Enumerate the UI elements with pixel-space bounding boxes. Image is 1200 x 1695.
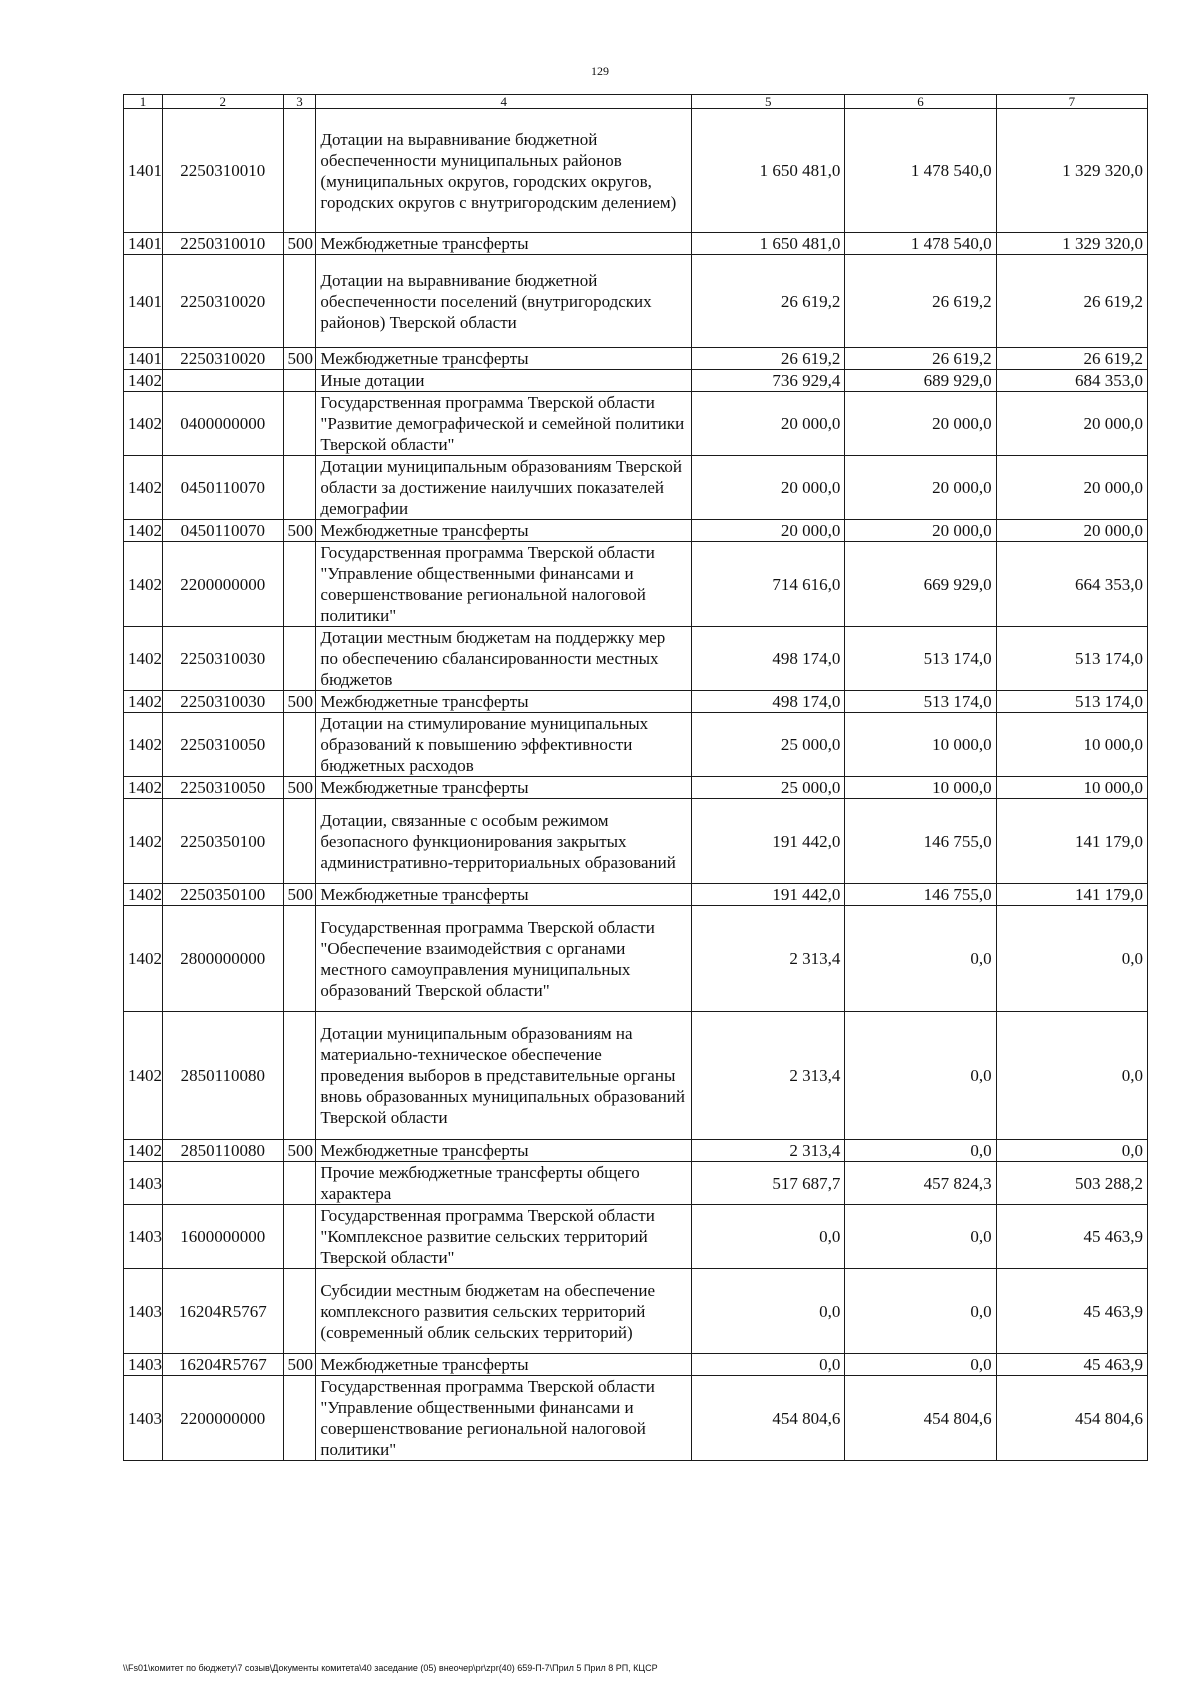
row-amount-year-3: 141 179,0 [996, 884, 1147, 906]
row-amount-year-1: 714 616,0 [692, 542, 845, 627]
row-amount-year-2: 513 174,0 [845, 691, 996, 713]
row-section-code: 1402 [124, 392, 163, 456]
row-section-code: 1401 [124, 109, 163, 233]
row-name: Межбюджетные трансферты [316, 777, 692, 799]
row-amount-year-2: 0,0 [845, 1205, 996, 1269]
column-number-row [124, 95, 1148, 109]
row-target-code: 2250310050 [163, 777, 283, 799]
row-target-code: 2250310010 [163, 233, 283, 255]
row-target-code: 0400000000 [163, 392, 283, 456]
row-expense-type [283, 1269, 316, 1354]
row-amount-year-1: 26 619,2 [692, 255, 845, 348]
row-amount-year-2: 0,0 [845, 1269, 996, 1354]
row-name: Государственная программа Тверской области "Развитие демографической и семейной политики Тверской области" [316, 392, 692, 456]
row-expense-type: 500 [283, 884, 316, 906]
row-amount-year-1: 25 000,0 [692, 777, 845, 799]
row-section-code: 1403 [124, 1269, 163, 1354]
table-row [124, 1354, 1148, 1376]
row-amount-year-2: 0,0 [845, 1012, 996, 1140]
row-section-code: 1401 [124, 255, 163, 348]
table-row [124, 109, 1148, 233]
row-amount-year-2: 26 619,2 [845, 348, 996, 370]
row-section-code: 1402 [124, 456, 163, 520]
column-header: 4 [316, 95, 692, 109]
row-section-code: 1403 [124, 1376, 163, 1461]
row-amount-year-1: 517 687,7 [692, 1162, 845, 1205]
row-section-code: 1402 [124, 799, 163, 884]
row-amount-year-2: 0,0 [845, 1354, 996, 1376]
row-section-code: 1403 [124, 1162, 163, 1205]
table-row [124, 691, 1148, 713]
table-row [124, 713, 1148, 777]
row-expense-type [283, 392, 316, 456]
row-amount-year-1: 20 000,0 [692, 392, 845, 456]
table-row [124, 542, 1148, 627]
row-name: Межбюджетные трансферты [316, 348, 692, 370]
table-row [124, 1012, 1148, 1140]
row-target-code: 2850110080 [163, 1012, 283, 1140]
row-target-code: 2250310020 [163, 255, 283, 348]
row-amount-year-3: 1 329 320,0 [996, 233, 1147, 255]
row-amount-year-2: 146 755,0 [845, 884, 996, 906]
row-amount-year-3: 45 463,9 [996, 1269, 1147, 1354]
row-expense-type: 500 [283, 520, 316, 542]
row-name: Государственная программа Тверской области "Управление общественными финансами и совершенствование региональной налоговой политики" [316, 542, 692, 627]
row-section-code: 1402 [124, 1012, 163, 1140]
row-expense-type: 500 [283, 777, 316, 799]
row-target-code [163, 1162, 283, 1205]
row-amount-year-2: 20 000,0 [845, 456, 996, 520]
row-target-code: 2250310020 [163, 348, 283, 370]
table-row [124, 627, 1148, 691]
row-amount-year-2: 26 619,2 [845, 255, 996, 348]
row-amount-year-2: 0,0 [845, 906, 996, 1012]
row-section-code: 1402 [124, 777, 163, 799]
row-name: Государственная программа Тверской области "Обеспечение взаимодействия с органами местного самоуправления муниципальных образований Тверской области" [316, 906, 692, 1012]
column-header: 3 [283, 95, 316, 109]
table-row [124, 1205, 1148, 1269]
column-header: 5 [692, 95, 845, 109]
row-section-code: 1402 [124, 370, 163, 392]
row-amount-year-2: 10 000,0 [845, 777, 996, 799]
row-expense-type [283, 627, 316, 691]
table-row [124, 392, 1148, 456]
row-expense-type: 500 [283, 1140, 316, 1162]
row-amount-year-1: 736 929,4 [692, 370, 845, 392]
row-amount-year-1: 20 000,0 [692, 456, 845, 520]
row-name: Дотации, связанные с особым режимом безопасного функционирования закрытых административно-территориальных образований [316, 799, 692, 884]
row-amount-year-2: 1 478 540,0 [845, 233, 996, 255]
row-amount-year-1: 1 650 481,0 [692, 233, 845, 255]
row-section-code: 1401 [124, 233, 163, 255]
row-expense-type [283, 906, 316, 1012]
row-expense-type [283, 713, 316, 777]
row-amount-year-3: 503 288,2 [996, 1162, 1147, 1205]
row-expense-type [283, 370, 316, 392]
row-amount-year-2: 457 824,3 [845, 1162, 996, 1205]
row-amount-year-3: 10 000,0 [996, 777, 1147, 799]
row-section-code: 1402 [124, 884, 163, 906]
row-expense-type [283, 799, 316, 884]
table-row [124, 456, 1148, 520]
row-amount-year-2: 10 000,0 [845, 713, 996, 777]
table-row [124, 370, 1148, 392]
row-amount-year-2: 454 804,6 [845, 1376, 996, 1461]
row-amount-year-1: 2 313,4 [692, 1140, 845, 1162]
column-header: 6 [845, 95, 996, 109]
table-row [124, 233, 1148, 255]
row-amount-year-3: 664 353,0 [996, 542, 1147, 627]
row-name: Межбюджетные трансферты [316, 233, 692, 255]
row-section-code: 1402 [124, 906, 163, 1012]
row-amount-year-2: 0,0 [845, 1140, 996, 1162]
row-target-code: 2250350100 [163, 884, 283, 906]
page-number: 129 [591, 64, 609, 78]
row-amount-year-1: 454 804,6 [692, 1376, 845, 1461]
row-section-code: 1402 [124, 542, 163, 627]
column-header: 2 [163, 95, 283, 109]
row-target-code: 2250310030 [163, 691, 283, 713]
row-expense-type: 500 [283, 1354, 316, 1376]
row-name: Дотации на выравнивание бюджетной обеспеченности муниципальных районов (муниципальных округов, городских округов, городских округов с внутригородским делением) [316, 109, 692, 233]
row-amount-year-2: 669 929,0 [845, 542, 996, 627]
row-section-code: 1402 [124, 1140, 163, 1162]
table-row [124, 799, 1148, 884]
row-name: Межбюджетные трансферты [316, 1140, 692, 1162]
row-amount-year-2: 513 174,0 [845, 627, 996, 691]
row-amount-year-2: 1 478 540,0 [845, 109, 996, 233]
table-row [124, 1140, 1148, 1162]
row-amount-year-1: 191 442,0 [692, 799, 845, 884]
row-amount-year-3: 1 329 320,0 [996, 109, 1147, 233]
row-name: Прочие межбюджетные трансферты общего характера [316, 1162, 692, 1205]
table-row [124, 1162, 1148, 1205]
row-amount-year-1: 20 000,0 [692, 520, 845, 542]
row-amount-year-3: 513 174,0 [996, 691, 1147, 713]
table-row [124, 255, 1148, 348]
column-header: 1 [124, 95, 163, 109]
row-amount-year-3: 454 804,6 [996, 1376, 1147, 1461]
row-amount-year-3: 0,0 [996, 1012, 1147, 1140]
table-row [124, 348, 1148, 370]
row-amount-year-1: 2 313,4 [692, 1012, 845, 1140]
table-row [124, 906, 1148, 1012]
row-name: Государственная программа Тверской области "Комплексное развитие сельских территорий Тверской области" [316, 1205, 692, 1269]
table-row [124, 1376, 1148, 1461]
row-target-code: 2800000000 [163, 906, 283, 1012]
row-name: Дотации муниципальным образованиям на материально-техническое обеспечение проведения выборов в представительные органы вновь образованных муниципальных образований Тверской области [316, 1012, 692, 1140]
row-target-code: 2250310010 [163, 109, 283, 233]
row-target-code: 2850110080 [163, 1140, 283, 1162]
column-header: 7 [996, 95, 1147, 109]
row-name: Иные дотации [316, 370, 692, 392]
table-row [124, 1269, 1148, 1354]
row-amount-year-2: 689 929,0 [845, 370, 996, 392]
row-amount-year-1: 26 619,2 [692, 348, 845, 370]
row-amount-year-1: 191 442,0 [692, 884, 845, 906]
row-amount-year-2: 20 000,0 [845, 520, 996, 542]
row-section-code: 1402 [124, 520, 163, 542]
table-row [124, 777, 1148, 799]
row-target-code: 16204R5767 [163, 1269, 283, 1354]
row-name: Межбюджетные трансферты [316, 691, 692, 713]
row-amount-year-1: 0,0 [692, 1205, 845, 1269]
row-name: Дотации муниципальным образованиям Тверской области за достижение наилучших показателей демографии [316, 456, 692, 520]
row-amount-year-3: 684 353,0 [996, 370, 1147, 392]
row-name: Дотации на выравнивание бюджетной обеспеченности поселений (внутригородских районов) Тверской области [316, 255, 692, 348]
row-amount-year-3: 20 000,0 [996, 520, 1147, 542]
row-amount-year-3: 45 463,9 [996, 1205, 1147, 1269]
row-amount-year-3: 26 619,2 [996, 348, 1147, 370]
row-expense-type [283, 1012, 316, 1140]
row-amount-year-3: 513 174,0 [996, 627, 1147, 691]
row-amount-year-1: 2 313,4 [692, 906, 845, 1012]
row-amount-year-3: 0,0 [996, 1140, 1147, 1162]
table-row [124, 520, 1148, 542]
row-section-code: 1402 [124, 713, 163, 777]
row-target-code: 1600000000 [163, 1205, 283, 1269]
row-expense-type: 500 [283, 691, 316, 713]
row-expense-type [283, 1205, 316, 1269]
row-target-code: 0450110070 [163, 520, 283, 542]
row-amount-year-3: 26 619,2 [996, 255, 1147, 348]
row-section-code: 1401 [124, 348, 163, 370]
row-amount-year-3: 45 463,9 [996, 1354, 1147, 1376]
row-name: Межбюджетные трансферты [316, 1354, 692, 1376]
row-name: Межбюджетные трансферты [316, 520, 692, 542]
budget-table [123, 94, 1148, 1461]
row-target-code: 2200000000 [163, 1376, 283, 1461]
row-amount-year-3: 141 179,0 [996, 799, 1147, 884]
row-name: Государственная программа Тверской области "Управление общественными финансами и совершенствование региональной налоговой политики" [316, 1376, 692, 1461]
row-amount-year-1: 25 000,0 [692, 713, 845, 777]
row-expense-type: 500 [283, 233, 316, 255]
row-amount-year-1: 0,0 [692, 1269, 845, 1354]
row-amount-year-3: 10 000,0 [996, 713, 1147, 777]
row-target-code: 0450110070 [163, 456, 283, 520]
row-amount-year-1: 498 174,0 [692, 627, 845, 691]
row-amount-year-2: 20 000,0 [845, 392, 996, 456]
row-expense-type [283, 456, 316, 520]
row-section-code: 1402 [124, 691, 163, 713]
row-section-code: 1402 [124, 627, 163, 691]
footer-file-path: \\Fs01\комитет по бюджету\7 созыв\Документы комитета\40 заседание (05) внеочер\pr\zpr(40) 659-П-7\Прил 5 Прил 8 РП, КЦСР [123, 1663, 658, 1673]
row-amount-year-1: 0,0 [692, 1354, 845, 1376]
row-amount-year-2: 146 755,0 [845, 799, 996, 884]
row-expense-type [283, 542, 316, 627]
row-name: Субсидии местным бюджетам на обеспечение комплексного развития сельских территорий (современный облик сельских территорий) [316, 1269, 692, 1354]
row-target-code: 2250310050 [163, 713, 283, 777]
row-name: Межбюджетные трансферты [316, 884, 692, 906]
row-target-code: 2250310030 [163, 627, 283, 691]
row-target-code [163, 370, 283, 392]
row-amount-year-3: 0,0 [996, 906, 1147, 1012]
row-section-code: 1403 [124, 1205, 163, 1269]
row-expense-type: 500 [283, 348, 316, 370]
row-expense-type [283, 1376, 316, 1461]
table-body [124, 109, 1148, 1461]
row-expense-type [283, 255, 316, 348]
row-name: Дотации местным бюджетам на поддержку мер по обеспечению сбалансированности местных бюджетов [316, 627, 692, 691]
row-amount-year-1: 1 650 481,0 [692, 109, 845, 233]
row-amount-year-1: 498 174,0 [692, 691, 845, 713]
row-target-code: 16204R5767 [163, 1354, 283, 1376]
row-amount-year-3: 20 000,0 [996, 392, 1147, 456]
row-target-code: 2200000000 [163, 542, 283, 627]
row-expense-type [283, 109, 316, 233]
row-amount-year-3: 20 000,0 [996, 456, 1147, 520]
row-expense-type [283, 1162, 316, 1205]
row-section-code: 1403 [124, 1354, 163, 1376]
row-target-code: 2250350100 [163, 799, 283, 884]
table-row [124, 884, 1148, 906]
row-name: Дотации на стимулирование муниципальных образований к повышению эффективности бюджетных расходов [316, 713, 692, 777]
